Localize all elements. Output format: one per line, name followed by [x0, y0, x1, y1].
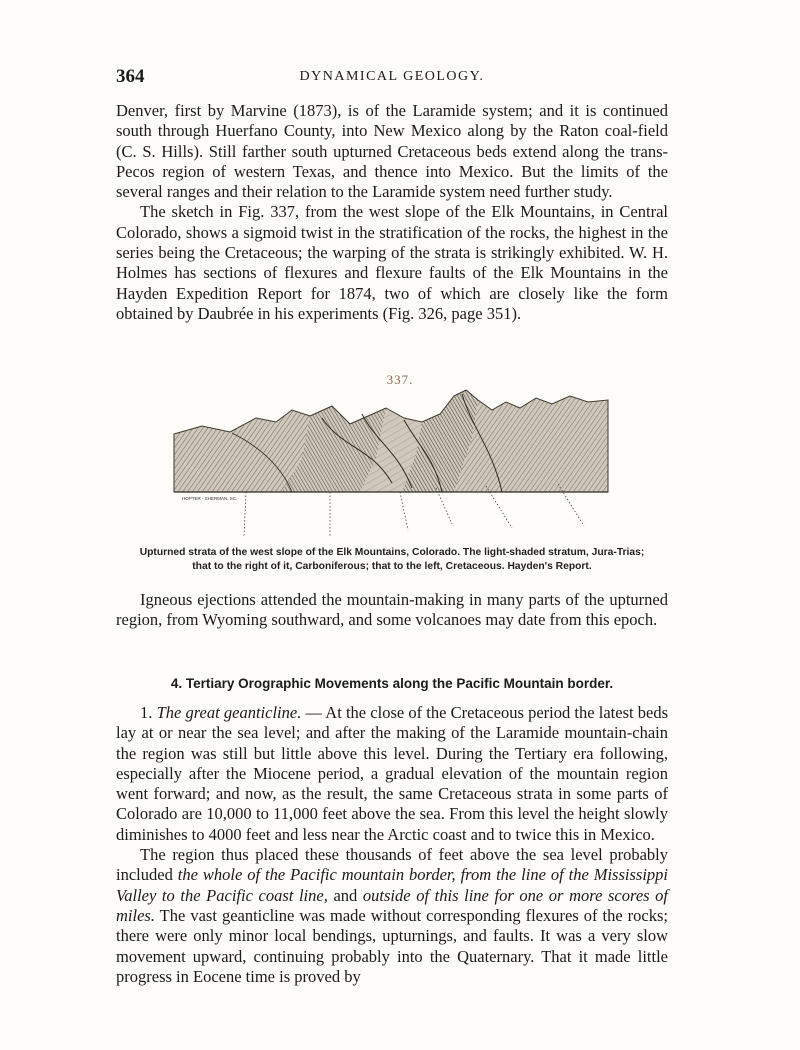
paragraph-4-text: At the close of the Cretaceous period the latest beds lay at or near the sea level; and after the making of the Laramide mountain-chain the region was still but little above this level. During the Tertiary era following, especially after the Miocene period, a gradual elevation of the mountain region went forward; and now, as the result, the same Cretaceous strata in some parts of Colorado are 10,000 to 11,000 feet above the sea. From this level the height slowly diminishes to 4000 feet and less near the Arctic coast and to twice this in Mexico.: [116, 703, 669, 844]
paragraph-5-italic-2: outside of this line for one or more scores of miles.: [116, 885, 669, 925]
caption-line-1: Upturned strata of the west slope of the Elk Mountains, Colorado. The light-shaded stratum, Jura-Trias;: [139, 547, 645, 558]
text-block-top: [116, 101, 668, 324]
running-title: DYNAMICAL GEOLOGY.: [299, 69, 485, 84]
paragraph-4-title: The great geanticline.: [156, 703, 302, 722]
engraver-signature: HOPTER - SHERMAN, SC.: [182, 496, 238, 501]
text-block-middle: [116, 590, 668, 631]
paragraph-4-dash: —: [301, 703, 326, 722]
figure-337-illustration: [172, 388, 610, 538]
figure-number: 337.: [386, 372, 414, 387]
paragraph-1: Denver, first by Marvine (1873), is of the Laramide system; and it is continued south through Huerfano County, into New Mexico along by the Raton coal-field (C. S. Hills). Still farther south upturned Cretaceous beds extend along the trans-Pecos region of western Texas, and thence into Mexico. But the limits of the several ranges and their relation to the Laramide system need further study.: [116, 101, 668, 202]
page-header: [116, 66, 668, 90]
section-heading: 4. Tertiary Orographic Movements along the Pacific Mountain border.: [170, 676, 614, 691]
text-block-bottom: [116, 703, 668, 987]
paragraph-5-end: The vast geanticline was made without corresponding flexures of the rocks; there were only minor local bendings, upturnings, and faults. It was a very slow movement upward, continuing probably into the Quaternary. That it made little progress in Eocene time is proved by: [116, 905, 668, 986]
strata-right: [454, 396, 608, 492]
paragraph-4-number: 1.: [140, 703, 157, 722]
paragraph-3: Igneous ejections attended the mountain-making in many parts of the upturned region, from Wyoming southward, and some volcanoes may date from this epoch.: [116, 590, 668, 630]
paragraph-5-italic-1: the whole of the Pacific mountain border, from the line of the Mississippi Valley to the Pacific coast line,: [116, 865, 668, 905]
figure-caption: [116, 546, 668, 574]
paragraph-5-mid: and: [327, 885, 363, 905]
page-number: 364: [116, 66, 145, 87]
paragraph-2: The sketch in Fig. 337, from the west slope of the Elk Mountains, in Central Colorado, shows a sigmoid twist in the stratification of the rocks, the highest in the series being the Cretaceous; the warping of the strata is strikingly exhibited. W. H. Holmes has sections of flexures and flexure faults of the Elk Mountains in the Hayden Expedition Report for 1874, two of which are closely like the form obtained by Daubrée in his experiments (Fig. 326, page 351).: [116, 202, 668, 323]
caption-line-2: that to the right of it, Carboniferous; that to the left, Cretaceous. Hayden's Report.: [192, 561, 592, 572]
paragraph-4: [116, 703, 668, 845]
paragraph-5: [116, 845, 668, 987]
paragraph-5-start: The region thus placed these thousands of feet above the sea level probably included: [116, 845, 668, 885]
